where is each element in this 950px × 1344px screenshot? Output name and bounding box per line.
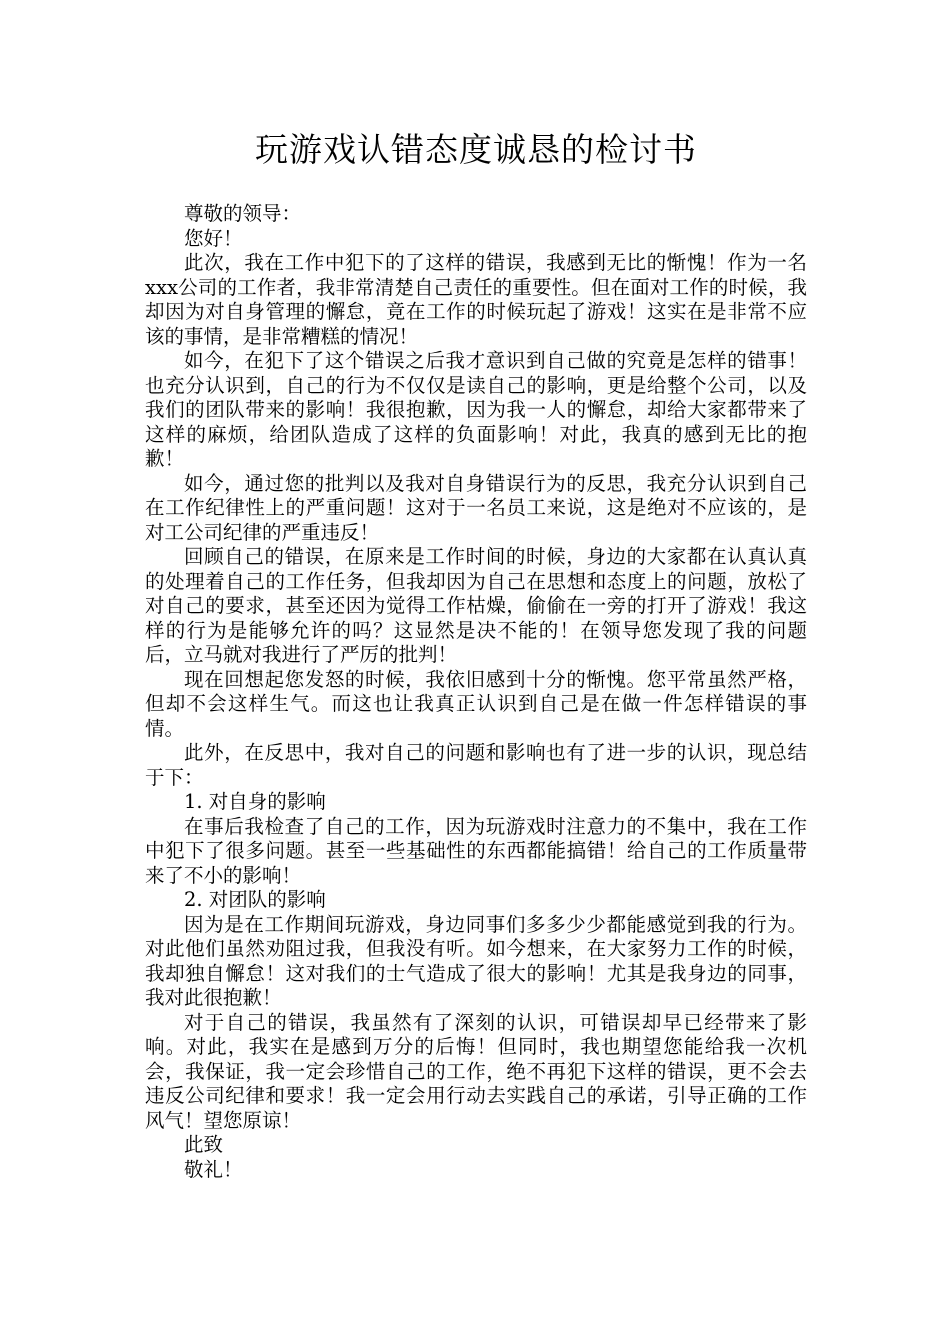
- document-page: [145, 128, 807, 1182]
- paragraph-6: 此外，在反思中，我对自己的问题和影响也有了进一步的认识，现总结于下：: [145, 741, 807, 789]
- closing-paragraph: 对于自己的错误，我虽然有了深刻的认识，可错误却早已经带来了影响。对此，我实在是感到万分的后悔！但同时，我也期望您能给我一次机会，我保证，我一定会珍惜自己的工作，绝不再犯下这样的错误，更不会去违反公司纪律和要求！我一定会用行动去实践自己的承诺，引导正确的工作风气！望您原谅！: [145, 1010, 807, 1132]
- paragraph-1: 此次，我在工作中犯下的了这样的错误，我感到无比的惭愧！作为一名xxx公司的工作者，我非常清楚自己责任的重要性。但在面对工作的时候，我却因为对自身管理的懈怠，竟在工作的时候玩起了游戏！这实在是非常不应该的事情，是非常糟糕的情况！: [145, 251, 807, 348]
- closing-line-1: 此致: [184, 1133, 224, 1156]
- greeting: 您好！: [184, 226, 243, 250]
- document-body: [145, 202, 807, 1182]
- salutation: 尊敬的领导：: [184, 202, 302, 225]
- section-2-text: 因为是在工作期间玩游戏，身边同事们多多少少都能感觉到我的行为。对此他们虽然劝阻过我，但我没有听。如今想来，在大家努力工作的时候，我却独自懈怠！这对我们的士气造成了很大的影响！尤其是我身边的同事，我对此很抱歉！: [145, 912, 807, 1009]
- section-2-heading: 2. 对团队的影响: [184, 888, 326, 911]
- paragraph-4: 回顾自己的错误，在原来是工作时间的时候，身边的大家都在认真认真的处理着自己的工作任务，但我却因为自己在思想和态度上的问题，放松了对自己的要求，甚至还因为觉得工作枯燥，偷偷在一旁的打开了游戏！我这样的行为是能够允许的吗？这显然是决不能的！在领导您发现了我的问题后，立马就对我进行了严厉的批判！: [145, 545, 807, 666]
- section-1-text: 在事后我检查了自己的工作，因为玩游戏时注意力的不集中，我在工作中犯下了很多问题。甚至一些基础性的东西都能搞错！给自己的工作质量带来了不小的影响！: [145, 814, 807, 887]
- paragraph-3: 如今，通过您的批判以及我对自身错误行为的反思，我充分认识到自己在工作纪律性上的严重问题！这对于一名员工来说，这是绝对不应该的，是对工公司纪律的严重违反！: [145, 471, 807, 544]
- paragraph-5: 现在回想起您发怒的时候，我依旧感到十分的惭愧。您平常虽然严格，但却不会这样生气。而这也让我真正认识到自己是在做一件怎样错误的事情。: [145, 667, 807, 740]
- closing-line-2: 敬礼！: [184, 1157, 243, 1181]
- paragraph-2: 如今，在犯下了这个错误之后我才意识到自己做的究竟是怎样的错事！也充分认识到，自己的行为不仅仅是读自己的影响，更是给整个公司，以及我们的团队带来的影响！我很抱歉，因为我一人的懈怠，却给大家都带来了这样的麻烦，给团队造成了这样的负面影响！对此，我真的感到无比的抱歉！: [145, 349, 807, 470]
- document-title: 玩游戏认错态度诚恳的检讨书: [255, 130, 697, 169]
- section-1-heading: 1. 对自身的影响: [184, 790, 326, 813]
